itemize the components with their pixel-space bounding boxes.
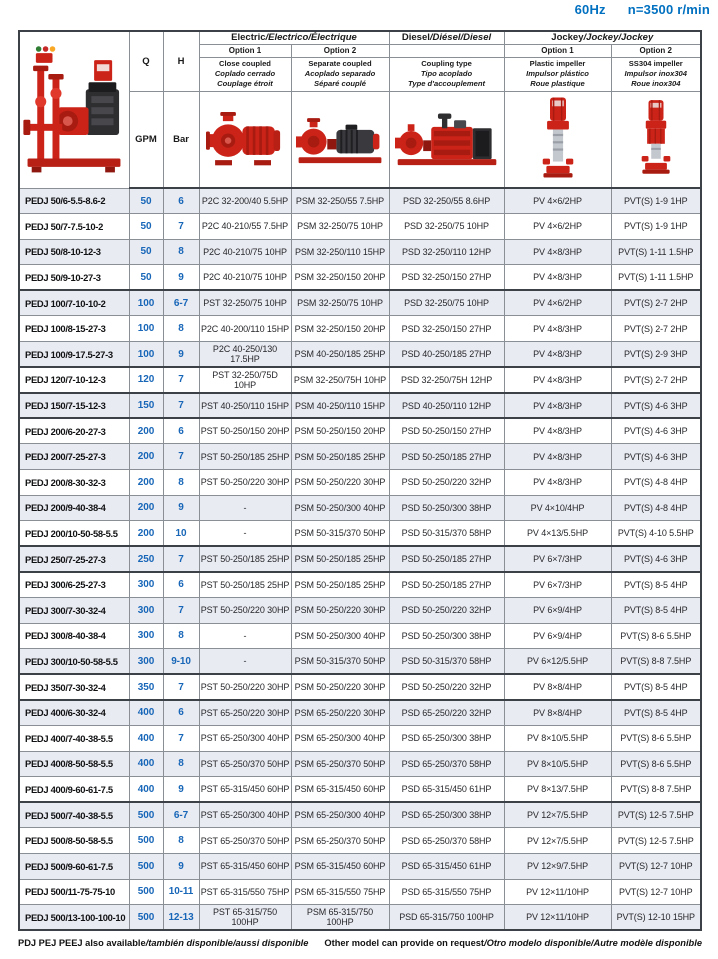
h-unit-label: Bar (163, 91, 199, 188)
h-value: 8 (163, 239, 199, 265)
electric-option1-model: PST 50-250/185 25HP (199, 546, 291, 572)
electric-option1-model: PST 65-250/370 50HP (199, 828, 291, 854)
jockey-option1-model: PV 8×10/5.5HP (504, 751, 611, 777)
jockey-option1-model: PV 4×10/4HP (504, 495, 611, 521)
h-value: 10-11 (163, 879, 199, 905)
h-value: 8 (163, 470, 199, 496)
model-name: PEDJ 300/10-50-58-5.5 (19, 649, 129, 675)
jockey-option2-model: PVT(S) 2-7 2HP (611, 367, 701, 393)
table-row (19, 418, 701, 444)
electric-option2-model: PSM 50-250/185 25HP (291, 572, 389, 598)
electric-option1-model: PST 65-315/750 100HP (199, 905, 291, 931)
h-value: 9 (163, 495, 199, 521)
jockey-option1-model: PV 4×8/3HP (504, 265, 611, 291)
q-value: 50 (129, 214, 163, 240)
table-row (19, 265, 701, 291)
table-row (19, 495, 701, 521)
model-name: PEDJ 500/13-100-100-10 (19, 905, 129, 931)
electric-option1-header: Option 1 (199, 44, 291, 57)
table-row (19, 393, 701, 419)
jockey-option1-model: PV 4×8/3HP (504, 342, 611, 368)
model-name: PEDJ 300/7-30-32-4 (19, 598, 129, 624)
electric-option1-model: PST 50-250/185 25HP (199, 444, 291, 470)
electric-option1-model: PST 65-250/370 50HP (199, 751, 291, 777)
electric-option1-model: - (199, 521, 291, 547)
electric-option1-model: PST 50-250/150 20HP (199, 418, 291, 444)
q-value: 300 (129, 598, 163, 624)
diesel-model: PSD 65-250/370 58HP (389, 751, 504, 777)
electric-option2-model: PSM 50-250/220 30HP (291, 674, 389, 700)
q-unit-label: GPM (129, 91, 163, 188)
fire-pump-package-image (22, 32, 127, 188)
diesel-model: PSD 32-250/75 10HP (389, 214, 504, 240)
electric-option1-model: - (199, 623, 291, 649)
model-name: PEDJ 400/6-30-32-4 (19, 700, 129, 726)
h-value: 10 (163, 521, 199, 547)
jockey-plastic-image-cell (504, 91, 611, 188)
q-value: 200 (129, 444, 163, 470)
table-row (19, 751, 701, 777)
jockey-option1-model: PV 4×8/3HP (504, 367, 611, 393)
h-value: 6 (163, 572, 199, 598)
jockey-option2-model: PVT(S) 8-8 7.5HP (611, 777, 701, 803)
electric-group-header: Electric/Electrico/Électrique (199, 31, 389, 44)
electric-option1-model: PST 50-250/220 30HP (199, 470, 291, 496)
diesel-model: PSD 50-250/300 38HP (389, 623, 504, 649)
table-row (19, 572, 701, 598)
table-row (19, 214, 701, 240)
electric-option2-model: PSM 32-250/150 20HP (291, 265, 389, 291)
electric-option1-model: P2C 40-210/75 10HP (199, 239, 291, 265)
jockey-option2-model: PVT(S) 1-9 1HP (611, 214, 701, 240)
jockey-option1-model: PV 8×10/5.5HP (504, 725, 611, 751)
jockey-option1-model: PV 6×7/3HP (504, 546, 611, 572)
jockey-option1-model: PV 6×12/5.5HP (504, 649, 611, 675)
jockey-option2-model: PVT(S) 8-6 5.5HP (611, 751, 701, 777)
diesel-model: PSD 32-250/150 27HP (389, 265, 504, 291)
footnotes (18, 938, 702, 948)
jockey-option1-header: Option 1 (504, 44, 611, 57)
model-name: PEDJ 50/6-5.5-8.6-2 (19, 188, 129, 214)
diesel-model: PSD 32-250/75 10HP (389, 290, 504, 316)
electric-option1-model: PST 65-315/550 75HP (199, 879, 291, 905)
jockey-option2-model: PVT(S) 2-7 2HP (611, 316, 701, 342)
table-row (19, 802, 701, 828)
separate-coupled-pump-image (294, 92, 387, 188)
jockey-option2-model: PVT(S) 2-7 2HP (611, 290, 701, 316)
h-value: 8 (163, 316, 199, 342)
q-value: 400 (129, 751, 163, 777)
jockey-option1-model: PV 4×6/2HP (504, 290, 611, 316)
jockey-option1-model: PV 12×9/7.5HP (504, 853, 611, 879)
jockey-option2-model: PVT(S) 4-8 4HP (611, 495, 701, 521)
diesel-model: PSD 50-250/185 27HP (389, 444, 504, 470)
jockey-option1-model: PV 8×8/4HP (504, 674, 611, 700)
q-value: 120 (129, 367, 163, 393)
electric-option1-model: PST 65-315/450 60HP (199, 853, 291, 879)
diesel-model: PSD 50-250/300 38HP (389, 495, 504, 521)
model-name: PEDJ 50/9-10-27-3 (19, 265, 129, 291)
q-value: 300 (129, 649, 163, 675)
h-value: 8 (163, 751, 199, 777)
electric-option2-model: PSM 32-250/75H 10HP (291, 367, 389, 393)
q-value: 200 (129, 521, 163, 547)
electric-option1-model: PST 50-250/185 25HP (199, 572, 291, 598)
jockey-option2-model: PVT(S) 8-5 4HP (611, 598, 701, 624)
q-value: 200 (129, 418, 163, 444)
diesel-option-header (389, 44, 504, 57)
electric-option2-model: PSM 65-250/370 50HP (291, 751, 389, 777)
model-name: PEDJ 500/8-50-58-5.5 (19, 828, 129, 854)
diesel-model: PSD 65-315/550 75HP (389, 879, 504, 905)
model-name: PEDJ 150/7-15-12-3 (19, 393, 129, 419)
table-row (19, 853, 701, 879)
q-value: 100 (129, 316, 163, 342)
diesel-model: PSD 32-250/55 8.6HP (389, 188, 504, 214)
electric-option1-model: P2C 40-210/55 7.5HP (199, 214, 291, 240)
electric-option2-model: PSM 65-250/300 40HP (291, 725, 389, 751)
jockey-option1-model: PV 12×7/5.5HP (504, 802, 611, 828)
electric-option2-model: PSM 32-250/110 15HP (291, 239, 389, 265)
q-value: 500 (129, 828, 163, 854)
diesel-model: PSD 65-250/370 58HP (389, 828, 504, 854)
diesel-model: PSD 65-250/300 38HP (389, 725, 504, 751)
diesel-model: PSD 65-315/450 61HP (389, 853, 504, 879)
table-row (19, 188, 701, 214)
table-row (19, 239, 701, 265)
table-row (19, 316, 701, 342)
diesel-model: PSD 32-250/75H 12HP (389, 367, 504, 393)
diesel-model: PSD 50-250/220 32HP (389, 674, 504, 700)
h-value: 9 (163, 265, 199, 291)
electric-option1-model: P2C 40-250/130 17.5HP (199, 342, 291, 368)
jockey-option2-model: PVT(S) 12-10 15HP (611, 905, 701, 931)
h-value: 7 (163, 725, 199, 751)
electric-option1-model: PST 40-250/110 15HP (199, 393, 291, 419)
model-name: PEDJ 500/9-60-61-7.5 (19, 853, 129, 879)
electric-option2-model: PSM 32-250/75 10HP (291, 290, 389, 316)
table-row (19, 623, 701, 649)
diesel-group-header: Diesel/Diésel/Diesel (389, 31, 504, 44)
jockey-option1-model: PV 4×8/3HP (504, 418, 611, 444)
q-value: 500 (129, 879, 163, 905)
jockey-option1-model: PV 6×9/4HP (504, 623, 611, 649)
q-value: 400 (129, 700, 163, 726)
jockey-option2-model: PVT(S) 2-9 3HP (611, 342, 701, 368)
spec-table-body (19, 188, 701, 930)
h-column-header: H (163, 31, 199, 91)
q-value: 400 (129, 777, 163, 803)
electric-option2-model: PSM 50-250/220 30HP (291, 470, 389, 496)
table-row (19, 905, 701, 931)
electric-option1-model: P2C 32-200/40 5.5HP (199, 188, 291, 214)
table-row (19, 521, 701, 547)
electric-option1-model: PST 65-315/450 60HP (199, 777, 291, 803)
electric-option2-model: PSM 65-315/550 75HP (291, 879, 389, 905)
table-row (19, 725, 701, 751)
table-row (19, 674, 701, 700)
jockey-option1-model: PV 6×9/4HP (504, 598, 611, 624)
electric-option2-model: PSM 50-250/185 25HP (291, 444, 389, 470)
jockey-option2-model: PVT(S) 4-6 3HP (611, 546, 701, 572)
diesel-model: PSD 50-250/220 32HP (389, 598, 504, 624)
footnote-right: Other model can provide on request/Otro modelo disponible/Autre modèle disponible (324, 938, 702, 948)
diesel-model: PSD 50-250/185 27HP (389, 546, 504, 572)
electric-option1-model: PST 65-250/220 30HP (199, 700, 291, 726)
table-row (19, 879, 701, 905)
h-value: 9-10 (163, 649, 199, 675)
jockey-option2-description: SS304 impeller Impulsor inox304 Roue inox304 (611, 57, 701, 91)
electric-option1-description: Close coupled Coplado cerrado Couplage étroit (199, 57, 291, 91)
jockey-option1-model: PV 12×11/10HP (504, 879, 611, 905)
jockey-option2-model: PVT(S) 12-5 7.5HP (611, 828, 701, 854)
model-name: PEDJ 100/7-10-10-2 (19, 290, 129, 316)
h-value: 6 (163, 418, 199, 444)
jockey-option2-model: PVT(S) 12-7 10HP (611, 879, 701, 905)
electric-option1-model: - (199, 649, 291, 675)
q-value: 250 (129, 546, 163, 572)
frequency-label: 60Hz (574, 2, 606, 17)
model-name: PEDJ 200/9-40-38-4 (19, 495, 129, 521)
model-name: PEDJ 300/8-40-38-4 (19, 623, 129, 649)
speed-label: n=3500 r/min (627, 2, 710, 17)
diesel-model: PSD 50-315/370 58HP (389, 521, 504, 547)
model-name: PEDJ 200/8-30-32-3 (19, 470, 129, 496)
electric-option1-model: PST 65-250/300 40HP (199, 725, 291, 751)
product-image-cell (19, 31, 129, 188)
table-row (19, 290, 701, 316)
electric-option2-model: PSM 32-250/75 10HP (291, 214, 389, 240)
q-value: 50 (129, 265, 163, 291)
diesel-model: PSD 32-250/150 27HP (389, 316, 504, 342)
q-value: 350 (129, 674, 163, 700)
q-value: 100 (129, 342, 163, 368)
footnote-left: PDJ PEJ PEEJ also available/también disponible/aussi disponible (18, 938, 309, 948)
q-value: 500 (129, 905, 163, 931)
q-value: 150 (129, 393, 163, 419)
diesel-model: PSD 65-250/220 32HP (389, 700, 504, 726)
jockey-option2-model: PVT(S) 8-5 4HP (611, 700, 701, 726)
h-value: 9 (163, 342, 199, 368)
table-row (19, 828, 701, 854)
diesel-model: PSD 65-250/300 38HP (389, 802, 504, 828)
table-row (19, 777, 701, 803)
h-value: 7 (163, 214, 199, 240)
separate-coupled-pump-image-cell (291, 91, 389, 188)
jockey-pump-plastic-impeller-image (507, 92, 609, 188)
diesel-model: PSD 65-315/450 61HP (389, 777, 504, 803)
page-title (575, 2, 710, 17)
jockey-option2-model: PVT(S) 4-10 5.5HP (611, 521, 701, 547)
jockey-option1-model: PV 8×8/4HP (504, 700, 611, 726)
q-value: 200 (129, 470, 163, 496)
jockey-option1-model: PV 4×6/2HP (504, 214, 611, 240)
h-value: 8 (163, 623, 199, 649)
electric-option2-model: PSM 65-315/450 60HP (291, 853, 389, 879)
jockey-option2-model: PVT(S) 1-11 1.5HP (611, 239, 701, 265)
pump-spec-table (18, 30, 702, 931)
jockey-option2-model: PVT(S) 8-5 4HP (611, 674, 701, 700)
table-row (19, 470, 701, 496)
electric-option2-model: PSM 50-250/300 40HP (291, 623, 389, 649)
model-name: PEDJ 400/7-40-38-5.5 (19, 725, 129, 751)
diesel-model: PSD 50-250/150 27HP (389, 418, 504, 444)
model-name: PEDJ 200/10-50-58-5.5 (19, 521, 129, 547)
jockey-option1-model: PV 4×8/3HP (504, 393, 611, 419)
jockey-option2-model: PVT(S) 8-6 5.5HP (611, 725, 701, 751)
electric-option1-model: P2C 40-200/110 15HP (199, 316, 291, 342)
q-value: 100 (129, 290, 163, 316)
model-name: PEDJ 100/9-17.5-27-3 (19, 342, 129, 368)
q-value: 500 (129, 853, 163, 879)
electric-option1-model: PST 50-250/220 30HP (199, 598, 291, 624)
jockey-option2-model: PVT(S) 8-5 4HP (611, 572, 701, 598)
jockey-option2-header: Option 2 (611, 44, 701, 57)
h-value: 7 (163, 674, 199, 700)
jockey-option1-model: PV 4×6/2HP (504, 188, 611, 214)
jockey-option1-model: PV 4×8/3HP (504, 470, 611, 496)
table-row (19, 700, 701, 726)
h-value: 7 (163, 444, 199, 470)
h-value: 9 (163, 777, 199, 803)
q-value: 300 (129, 572, 163, 598)
electric-option1-model: PST 50-250/220 30HP (199, 674, 291, 700)
electric-option2-header: Option 2 (291, 44, 389, 57)
electric-option1-model: PST 32-250/75D 10HP (199, 367, 291, 393)
close-coupled-pump-image-cell (199, 91, 291, 188)
h-value: 6 (163, 188, 199, 214)
model-name: PEDJ 350/7-30-32-4 (19, 674, 129, 700)
q-value: 300 (129, 623, 163, 649)
jockey-option2-model: PVT(S) 4-6 3HP (611, 418, 701, 444)
h-value: 6-7 (163, 290, 199, 316)
q-value: 50 (129, 188, 163, 214)
q-value: 50 (129, 239, 163, 265)
electric-option1-model: P2C 40-210/75 10HP (199, 265, 291, 291)
electric-option1-model: PST 65-250/300 40HP (199, 802, 291, 828)
q-value: 200 (129, 495, 163, 521)
electric-option2-model: PSM 65-250/370 50HP (291, 828, 389, 854)
electric-option2-model: PSM 32-250/55 7.5HP (291, 188, 389, 214)
h-value: 6-7 (163, 802, 199, 828)
jockey-option2-model: PVT(S) 8-6 5.5HP (611, 623, 701, 649)
electric-option1-model: - (199, 495, 291, 521)
jockey-option1-model: PV 12×7/5.5HP (504, 828, 611, 854)
electric-option2-description: Separate coupled Acoplado separado Séparé couplé (291, 57, 389, 91)
model-name: PEDJ 400/9-60-61-7.5 (19, 777, 129, 803)
electric-option2-model: PSM 32-250/150 20HP (291, 316, 389, 342)
table-row (19, 367, 701, 393)
h-value: 7 (163, 393, 199, 419)
jockey-option1-model: PV 6×7/3HP (504, 572, 611, 598)
jockey-option2-model: PVT(S) 12-7 10HP (611, 853, 701, 879)
model-name: PEDJ 500/7-40-38-5.5 (19, 802, 129, 828)
jockey-pump-ss304-impeller-image (614, 92, 699, 188)
model-name: PEDJ 50/7-7.5-10-2 (19, 214, 129, 240)
electric-option2-model: PSM 50-315/370 50HP (291, 521, 389, 547)
model-name: PEDJ 120/7-10-12-3 (19, 367, 129, 393)
table-row (19, 546, 701, 572)
electric-option2-model: PSM 50-250/300 40HP (291, 495, 389, 521)
jockey-option1-model: PV 8×13/7.5HP (504, 777, 611, 803)
model-name: PEDJ 200/6-20-27-3 (19, 418, 129, 444)
model-name: PEDJ 300/6-25-27-3 (19, 572, 129, 598)
electric-option2-model: PSM 50-250/220 30HP (291, 598, 389, 624)
diesel-model: PSD 50-250/185 27HP (389, 572, 504, 598)
diesel-coupled-pump-image (392, 92, 502, 188)
q-column-header: Q (129, 31, 163, 91)
h-value: 9 (163, 853, 199, 879)
jockey-option2-model: PVT(S) 4-6 3HP (611, 393, 701, 419)
electric-option2-model: PSM 40-250/185 25HP (291, 342, 389, 368)
model-name: PEDJ 50/8-10-12-3 (19, 239, 129, 265)
h-value: 7 (163, 367, 199, 393)
jockey-option1-model: PV 4×8/3HP (504, 444, 611, 470)
electric-option2-model: PSM 50-315/370 50HP (291, 649, 389, 675)
q-value: 400 (129, 725, 163, 751)
jockey-option2-model: PVT(S) 4-6 3HP (611, 444, 701, 470)
table-row (19, 598, 701, 624)
q-value: 500 (129, 802, 163, 828)
jockey-option2-model: PVT(S) 1-11 1.5HP (611, 265, 701, 291)
h-value: 7 (163, 546, 199, 572)
h-value: 8 (163, 828, 199, 854)
table-row (19, 444, 701, 470)
table-row (19, 342, 701, 368)
model-name: PEDJ 200/7-25-27-3 (19, 444, 129, 470)
diesel-model: PSD 32-250/110 12HP (389, 239, 504, 265)
diesel-description: Coupling type Tipo acoplado Type d'accouplement (389, 57, 504, 91)
electric-option2-model: PSM 50-250/185 25HP (291, 546, 389, 572)
diesel-pump-image-cell (389, 91, 504, 188)
diesel-model: PSD 40-250/185 27HP (389, 342, 504, 368)
close-coupled-pump-image (202, 92, 289, 188)
diesel-model: PSD 65-315/750 100HP (389, 905, 504, 931)
table-row (19, 649, 701, 675)
jockey-group-header: Jockey/Jockey/Jockey (504, 31, 701, 44)
jockey-option2-model: PVT(S) 12-5 7.5HP (611, 802, 701, 828)
model-name: PEDJ 250/7-25-27-3 (19, 546, 129, 572)
electric-option2-model: PSM 50-250/150 20HP (291, 418, 389, 444)
jockey-option2-model: PVT(S) 4-8 4HP (611, 470, 701, 496)
diesel-model: PSD 40-250/110 12HP (389, 393, 504, 419)
jockey-option2-model: PVT(S) 1-9 1HP (611, 188, 701, 214)
jockey-option1-model: PV 12×11/10HP (504, 905, 611, 931)
jockey-option2-model: PVT(S) 8-8 7.5HP (611, 649, 701, 675)
model-name: PEDJ 400/8-50-58-5.5 (19, 751, 129, 777)
electric-option2-model: PSM 65-315/750 100HP (291, 905, 389, 931)
electric-option2-model: PSM 40-250/110 15HP (291, 393, 389, 419)
jockey-option1-description: Plastic impeller Impulsor plástico Roue plastique (504, 57, 611, 91)
h-value: 6 (163, 700, 199, 726)
electric-option2-model: PSM 65-250/300 40HP (291, 802, 389, 828)
jockey-option1-model: PV 4×8/3HP (504, 239, 611, 265)
electric-option1-model: PST 32-250/75 10HP (199, 290, 291, 316)
electric-option2-model: PSM 65-315/450 60HP (291, 777, 389, 803)
jockey-option1-model: PV 4×13/5.5HP (504, 521, 611, 547)
electric-option2-model: PSM 65-250/220 30HP (291, 700, 389, 726)
jockey-option1-model: PV 4×8/3HP (504, 316, 611, 342)
h-value: 12-13 (163, 905, 199, 931)
model-name: PEDJ 500/11-75-75-10 (19, 879, 129, 905)
model-name: PEDJ 100/8-15-27-3 (19, 316, 129, 342)
jockey-ss304-image-cell (611, 91, 701, 188)
h-value: 7 (163, 598, 199, 624)
diesel-model: PSD 50-315/370 58HP (389, 649, 504, 675)
diesel-model: PSD 50-250/220 32HP (389, 470, 504, 496)
